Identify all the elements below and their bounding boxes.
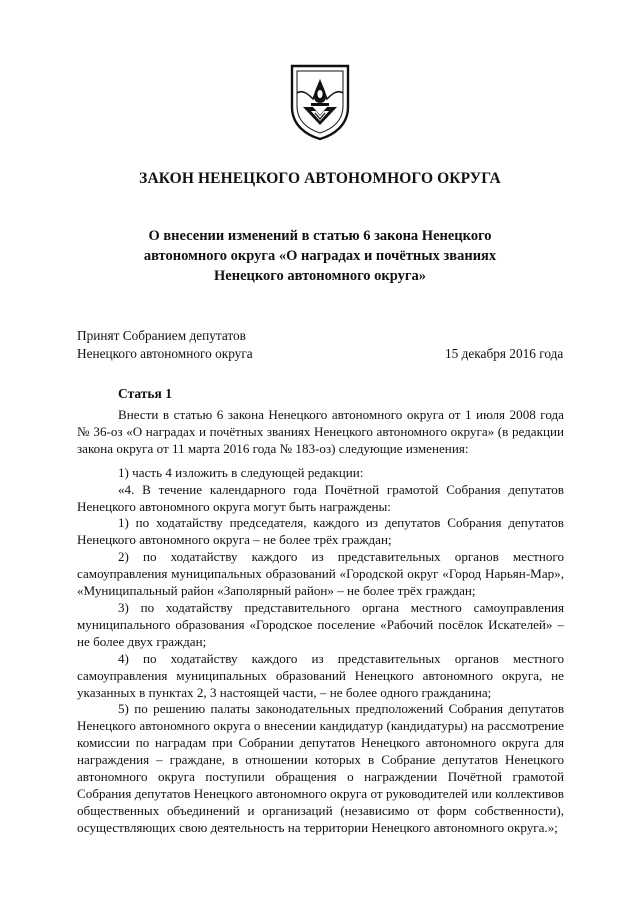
article-body — [77, 407, 564, 837]
adopted-by-line: Принят Собранием депутатов — [77, 328, 246, 343]
paragraph-item-2: 2) по ходатайству каждого из представительных органов местного самоуправления муниципальных образований «Городской округ «Город Нарьян-Мар», «Муниципальный район «Заполярный район» – не более трёх граждан; — [77, 549, 564, 599]
law-subtitle: О внесении изменений в статью 6 закона Ненецкого автономного округа «О наградах и почётных званиях Ненецкого автономного округа» — [143, 228, 497, 284]
paragraph-item-5: 5) по решению палаты законодательных предположений Собрания депутатов Ненецкого автономного округа о внесении кандидатур (кандидатуры) на рассмотрение комиссии по наградам при Собрании депутатов Ненецкого автономного округа для награждения – граждане, в отношении которых в Собрание депутатов Ненецкого автономного округа поступили обращения о награждении Почётной грамотой Собрания депутатов Ненецкого автономного округа от руководителей или коллективов общественных объединений и организаций (независимо от форм собственности), осуществляющих свою деятельность на территории Ненецкого автономного округа.»; — [77, 701, 564, 835]
paragraph-item-4: 4) по ходатайству каждого из представительных органов местного самоуправления муниципальных образований Ненецкого автономного округа, не указанных в пунктах 2, 3 настоящей части, – не более одного гражданина; — [77, 650, 564, 700]
paragraph-item-1: 1) по ходатайству председателя, каждого из депутатов Собрания депутатов Ненецкого автономного округа – не более трёх граждан; — [77, 515, 564, 548]
paragraph-amendment-1: 1) часть 4 изложить в следующей редакции: — [118, 464, 364, 480]
adoption-date: 15 декабря 2016 года — [445, 346, 564, 361]
adopted-by-body-line: Ненецкого автономного округа — [77, 346, 253, 361]
article-heading: Статья 1 — [118, 386, 172, 401]
coat-of-arms-emblem — [289, 63, 351, 141]
adoption-block — [77, 327, 253, 363]
law-title: ЗАКОН НЕНЕЦКОГО АВТОНОМНОГО ОКРУГА — [139, 170, 501, 187]
paragraph-intro: Внести в статью 6 закона Ненецкого автономного округа от 1 июля 2008 года № 36-оз «О наградах и почётных званиях Ненецкого автономного округа» (в редакции закона округа от 11 марта 2016 года № 183-оз) следующие изменения: — [77, 407, 564, 456]
paragraph-item-3: 3) по ходатайству представительного органа местного самоуправления муниципального образования «Городское поселение «Рабочий посёлок Искателей» – не более двух граждан; — [77, 599, 564, 649]
paragraph-part-4: «4. В течение календарного года Почётной грамотой Собрания депутатов Ненецкого автономного округа могут быть награждены: — [77, 481, 564, 514]
